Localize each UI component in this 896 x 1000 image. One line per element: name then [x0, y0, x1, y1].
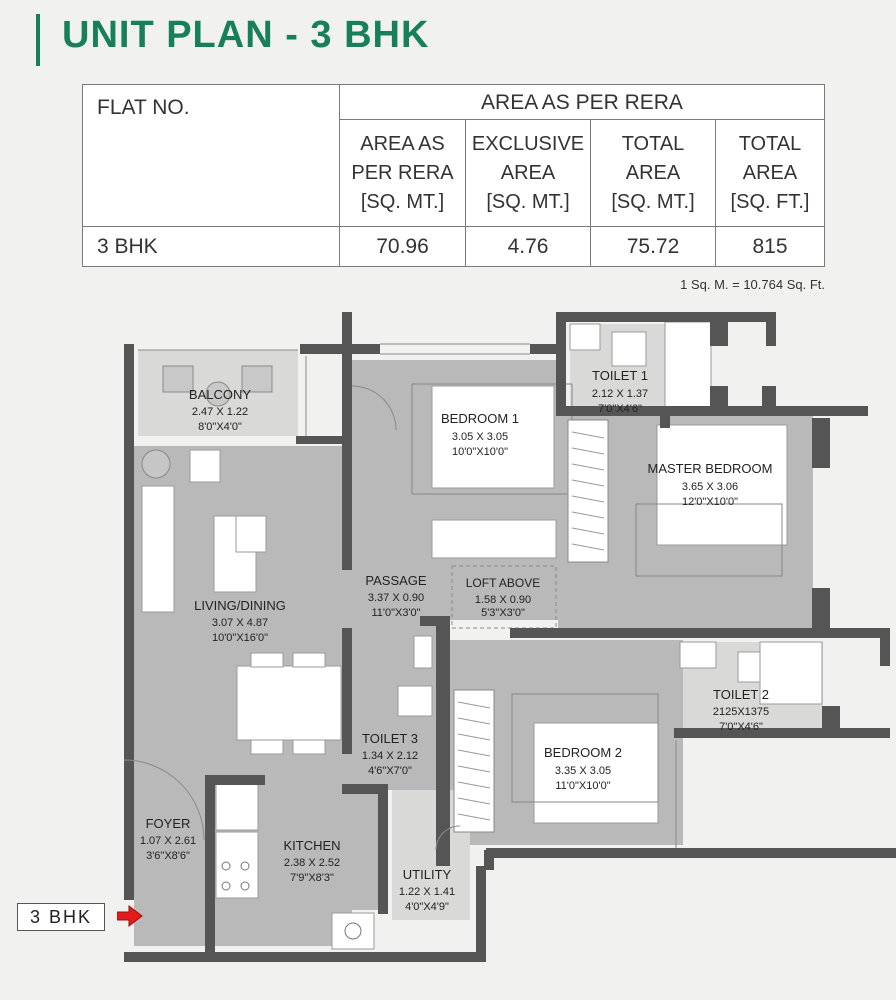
column-header-exclusive-area: EXCLUSIVE AREA [SQ. MT.] [466, 120, 591, 227]
room-dim-imperial: 10'0"X16'0" [211, 632, 269, 644]
room-dim-metric: 3.07 X 4.87 [211, 617, 269, 629]
flat-no-header: FLAT NO. [83, 85, 340, 227]
room-dim-imperial: 12'0"X10'0" [681, 496, 739, 508]
room-dim-metric: 3.05 X 3.05 [451, 431, 509, 443]
room-label-kitchen: KITCHEN [283, 838, 341, 853]
room-dim-metric: 1.58 X 0.90 [474, 594, 532, 606]
rera-group-header: AREA AS PER RERA [340, 85, 825, 120]
room-label-bedroom-2: BEDROOM 2 [543, 745, 623, 760]
column-header-area-as-per-rera: AREA AS PER RERA [SQ. MT.] [340, 120, 466, 227]
room-dim-metric: 2.38 X 2.52 [283, 857, 341, 869]
room-dim-metric: 2.47 X 1.22 [191, 406, 249, 418]
room-dim-metric: 1.34 X 2.12 [361, 750, 419, 762]
room-dim-imperial: 7'0"X4'6" [719, 721, 763, 733]
room-dim-imperial: 10'0"X10'0" [451, 446, 509, 458]
room-label-loft-above: LOFT ABOVE [465, 576, 541, 590]
room-label-foyer: FOYER [145, 816, 191, 831]
room-dim-imperial: 7'9"X8'3" [290, 872, 334, 884]
entrance-arrow-icon [117, 905, 143, 927]
area-rera-cell: 70.96 [340, 227, 466, 267]
room-dim-imperial: 11'0"X10'0" [555, 780, 611, 792]
room-label-toilet-2: TOILET 2 [713, 687, 769, 702]
room-dim-metric: 2125X1375 [712, 706, 770, 718]
column-header-total-area-sqft: TOTAL AREA [SQ. FT.] [716, 120, 825, 227]
room-label-master-bedroom: MASTER BEDROOM [647, 461, 773, 476]
room-dim-metric: 1.07 X 2.61 [139, 835, 197, 847]
room-dim-imperial: 11'0"X3'0" [371, 607, 421, 619]
conversion-note: 1 Sq. M. = 10.764 Sq. Ft. [680, 277, 825, 292]
room-label-balcony: BALCONY [188, 387, 252, 402]
room-label-utility: UTILITY [402, 867, 452, 882]
flat-type-cell: 3 BHK [83, 227, 340, 267]
room-label-bedroom-1: BEDROOM 1 [440, 411, 520, 426]
room-dim-metric: 1.22 X 1.41 [398, 886, 456, 898]
page-title: UNIT PLAN - 3 BHK [62, 14, 430, 56]
total-area-sqmt-cell: 75.72 [591, 227, 716, 267]
column-header-total-area-sqmt: TOTAL AREA [SQ. MT.] [591, 120, 716, 227]
flat-type-tag: 3 BHK [17, 903, 105, 931]
total-area-sqft-cell: 815 [716, 227, 825, 267]
room-dim-imperial: 8'0"X4'0" [198, 421, 242, 433]
room-dim-imperial: 4'6"X7'0" [368, 765, 412, 777]
room-label-living-dining: LIVING/DINING [194, 598, 286, 613]
room-dim-metric: 3.37 X 0.90 [367, 592, 425, 604]
room-label-toilet-1: TOILET 1 [592, 368, 648, 383]
room-dim-metric: 2.12 X 1.37 [591, 388, 649, 400]
exclusive-area-cell: 4.76 [466, 227, 591, 267]
room-dim-imperial: 4'0"X4'9" [405, 901, 449, 913]
room-dim-metric: 3.35 X 3.05 [554, 765, 612, 777]
room-label-toilet-3: TOILET 3 [362, 731, 418, 746]
room-label-passage: PASSAGE [365, 573, 427, 588]
room-dim-imperial: 5'3"X3'0" [481, 607, 525, 619]
room-dim-imperial: 3'6"X8'6" [146, 850, 190, 862]
room-dim-metric: 3.65 X 3.06 [681, 481, 739, 493]
room-dim-imperial: 7'0"X4'6" [598, 403, 642, 415]
